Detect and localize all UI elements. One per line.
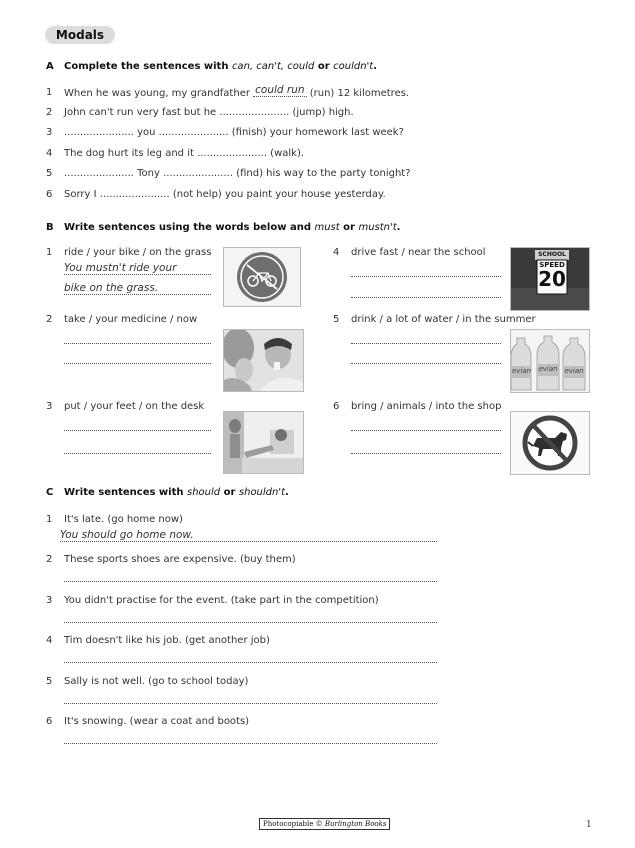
answer-line[interactable] [351,362,501,364]
a-item-6: Sorry I ...................... (not help) you paint your house yesterday. [64,189,386,200]
b-item-4-prompt: drive fast / near the school [351,247,486,258]
page-number: 1 [586,820,592,830]
answer-line[interactable] [351,452,501,454]
sign-school-text: SCHOOL [538,251,566,258]
c-item-number: 6 [46,716,53,727]
b-item-2-prompt: take / your medicine / now [64,314,198,325]
b-item-3-prompt: put / your feet / on the desk [64,401,205,412]
b-item-1-answer-line1: You mustn't ride your [64,262,211,275]
b-item-number: 1 [46,247,53,258]
a-item-number: 1 [46,87,53,98]
section-b-heading: Write sentences using the words below and must or mustn't. [64,222,401,233]
answer-line[interactable] [64,661,437,663]
b-item-1-answer-line2: bike on the grass. [64,282,211,295]
answer-line[interactable] [64,429,211,431]
c-item-5-prompt: Sally is not well. (go to school today) [64,676,249,687]
sign-speed-text: SPEED [539,261,565,269]
a-item-3: ...................... you ...................... (finish) your homework last week? [64,127,404,138]
answer-line[interactable] [351,296,501,298]
section-b-letter: B [46,222,54,233]
photocopiable-footer: Photocopiable © Burlington Books [259,818,390,830]
answer-line[interactable] [64,362,211,364]
answer-line[interactable] [64,621,437,623]
c-item-number: 1 [46,514,53,525]
section-c-letter: C [46,487,54,498]
c-item-1-prompt: It's late. (go home now) [64,514,183,525]
b-item-number: 5 [333,314,340,325]
c-item-number: 3 [46,595,53,606]
school-speed-sign-photo [510,247,590,311]
b-item-number: 6 [333,401,340,412]
c-item-number: 2 [46,554,53,565]
answer-line[interactable] [64,342,211,344]
answer-line[interactable] [64,580,437,582]
c-item-1-answer: You should go home now. [60,529,437,542]
sign-limit-number: 20 [538,267,566,291]
bottle-label-text: evian [564,367,584,375]
answer-line[interactable] [351,342,501,344]
answer-line[interactable] [351,275,501,277]
a-item-number: 2 [46,107,53,118]
b-item-number: 3 [46,401,53,412]
no-dogs-sign-image [510,411,590,475]
page-title: Modals [45,26,115,44]
answer-line[interactable] [64,452,211,454]
a-item-2: John can't run very fast but he ...................... (jump) high. [64,107,354,118]
c-item-4-prompt: Tim doesn't like his job. (get another job) [64,635,270,646]
a-item-number: 3 [46,127,53,138]
bottle-label-text: evian [538,365,558,373]
answer-line[interactable] [64,702,437,704]
boy-taking-medicine-photo [223,329,304,392]
feet-on-desk-photo [223,411,304,474]
section-c-heading: Write sentences with should or shouldn't. [64,487,289,498]
c-item-2-prompt: These sports shoes are expensive. (buy them) [64,554,296,565]
b-item-6-prompt: bring / animals / into the shop [351,401,502,412]
a-item-4: The dog hurt its leg and it ...................... (walk). [64,148,305,159]
water-bottles-photo [510,329,590,393]
answer-line[interactable] [64,742,437,744]
c-item-number: 4 [46,635,53,646]
c-item-6-prompt: It's snowing. (wear a coat and boots) [64,716,250,727]
a-item-number: 5 [46,168,53,179]
no-cycling-sign-image [223,247,301,307]
b-item-number: 4 [333,247,340,258]
c-item-3-prompt: You didn't practise for the event. (take part in the competition) [64,595,379,606]
b-item-5-prompt: drink / a lot of water / in the summer [351,314,536,325]
a-item-1: When he was young, my grandfather could run (run) 12 kilometres. [64,84,410,99]
section-a-letter: A [46,61,54,72]
a-item-number: 4 [46,148,53,159]
bottle-label-text: evian [512,367,532,375]
a-item-1-answer: could run [255,84,305,96]
b-item-1-prompt: ride / your bike / on the grass [64,247,212,258]
section-a-heading: Complete the sentences with can, can't, could or couldn't. [64,61,378,72]
c-item-number: 5 [46,676,53,687]
answer-line[interactable] [351,429,501,431]
b-item-number: 2 [46,314,53,325]
a-item-number: 6 [46,189,53,200]
a-item-5: ...................... Tony ...................... (find) his way to the party tonight? [64,168,411,179]
